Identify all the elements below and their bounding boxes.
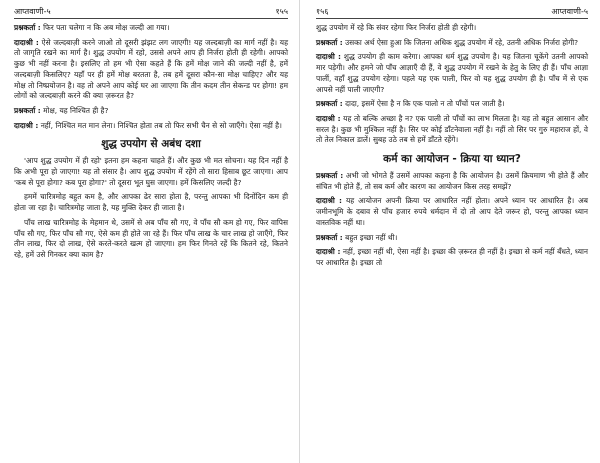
speaker-label: दादाश्री : [316,52,341,62]
left-page-number: १५५ [275,7,288,16]
para-text: नहीं, निश्चित मत मान लेना। निश्चित होता तब तो फिर सभी चैन से सो जाएँगे। ऐसा नहीं है। [38,120,282,130]
para-text: दादा, इसमें ऐसा है न कि एक पालो न तो पाँचों पल जाती है। [342,99,505,109]
para-text: बहुत इच्छा नहीं थी। [342,232,398,242]
left-page-header [14,6,288,19]
speaker-label: प्रश्नकर्ता : [316,171,344,181]
right-para-5 [316,114,588,146]
para-text: यह आयोजन अपनी क्रिया पर आधारित नहीं होता। अपने ध्यान पर आधारित है। अब जमीनभूमि के दबाव से पाँच हजार रुपये धर्मदान में दो तो आप देते जरूर हो, परन्तु आपका ध्यान वास्तविक नहीं था। [316,196,588,227]
right-para-1 [316,23,588,34]
left-para-1 [14,23,288,34]
para-text: ऐसे जल्दबाज़ी करने जाओ तो दूसरी झंझट लग जाएगी! यह जल्दबाज़ी का मार्ग नहीं है। यह तो जागृति रखने का मार्ग है। शुद्ध उपयोग में रहो, उससे अपने आप ही निर्जरा होती ही रहेगी। आपको कुछ भी नहीं करना है। इसलिए तो हम भी ऐसा कहते हैं कि हमें मोक्ष जाने की जल्दी नहीं है, हमें जल्दबाज़ी किसलिए? यहाँ पर ही हमें मोक्ष बरतता है, तब हमें दूसरा कौन-सा मोक्ष चाहिए? और यह मोक्ष तो निष्प्रयोजन है। वह तो अपने आप कोई घर आ जाएगा कि तीन कदम तीन सेकन्ड पर होगा! हम लोगों को जल्दबाज़ी करने की क्या ज़रूरत है? [14,37,288,101]
left-body-para-1: 'आप शुद्ध उपयोग में ही रहो' इतना हम कहना चाहते हैं। और कुछ भी मत सोचना। यह दिन नहीं है कि अभी पूरा हो जाएगा! यह तो संसार है। आप शुद्ध उपयोग में रहेंगे तो सारा हिसाब छूट जाएगा। आप 'कब से पूरा होगा? कब पूरा होगा?' तो दूसरा भूत घुस जाएगा। हमें किसलिए जल्दी है? [14,156,288,187]
left-para-2 [14,38,288,102]
para-text: नहीं, इच्छा नहीं थी, ऐसा नहीं है। इच्छा की ज़रूरत ही नहीं है। इच्छा से कर्म नहीं बँधते, ध्यान पर आधारित है। इच्छा तो [316,247,588,267]
page-gutter [299,0,300,463]
speaker-label: प्रश्नकर्ता : [14,105,41,115]
right-para-2 [316,38,588,49]
speaker-label: दादाश्री : [14,37,39,47]
left-section-title: शुद्ध उपयोग से अबंध दशा [101,138,201,151]
speaker-label: दादाश्री : [316,247,341,257]
right-page [300,0,600,463]
speaker-label: प्रश्नकर्ता : [316,99,343,109]
left-para-3 [14,106,288,117]
right-para-4 [316,99,588,110]
right-para-7 [316,196,588,228]
right-section-title: कर्म का आयोजन - क्रिया या ध्यान? [383,153,521,166]
right-para-6 [316,171,588,192]
right-para-8 [316,233,588,244]
right-page-number: १५६ [316,7,329,16]
left-para-4 [14,121,288,132]
left-body-para-3: पाँच लाख चारित्रमोह के मेहमान थे, उसमें से अब पाँच सौ गए, वे पाँच सौ कम हो गए, फिर वापिस पाँच सौ गए, फिर पाँच सौ गए, ऐसे कम ही होते जा रहे हैं। फिर पाँच लाख के चार लाख हो जाएँगे, फिर तीन लाख, फिर दो लाख, ऐसे करते-करते खत्म हो जाएगा। हम फिर गिनते रहें कि कितने रहे, कितने रहे, हमें उसे गिनकर क्या काम है? [14,217,288,259]
right-page-header [316,6,588,19]
speaker-label: प्रश्नकर्ता : [14,23,41,32]
para-text: शुद्ध उपयोग में रहे कि संवर रहेगा फिर निर्जरा होती ही रहेगी। [316,23,477,32]
para-text: अभी जो भोगते हैं उसमें आपका कहना है कि आयोजन है। उसमें क्रियमाण भी होते हैं और संचित भी होते हैं, तो सब कर्म और कारण का आयोजन किस तरह समझें? [316,171,588,191]
left-body-para-2: हममें चारित्रमोह बहुत कम है, और आपका ढेर सारा होता है, परन्तु आपका भी दिनोंदिन कम ही होता जा रहा है। चारित्रमोह जाता है, यह मुक्ति देकर ही जाता है। [14,192,288,213]
speaker-label: दादाश्री : [316,196,342,206]
para-text: शुद्ध उपयोग ही काम करेगा। आपका धर्म शुद्ध उपयोग है। यह जितना चूकेंगे उतनी आपको मार पड़ेगी। और हमने जो पाँच आज्ञाएँ दी हैं, वे शुद्ध उपयोग में रखने के हेतु के लिए ही हैं। पाँच आज्ञा पालीं, वहाँ शुद्ध उपयोग रहेगा। पहले यह एक पाली, फिर वो यह शुद्ध उपयोग ही है। पाँच में से एक आपसे नहीं पाली जाएगी? [316,52,589,94]
para-text: मोक्ष, यह निश्चित ही है? [40,105,109,115]
para-text: यह तो बल्कि अच्छा है न? एक पाली तो पाँचों का लाभ मिलता है। यह तो बहुत आसान और सरल है। कुछ भी मुश्किल नहीं है। सिर पर कोई डाँटनेवाला नहीं है। नहीं तो सिर पर गुरु महाराज हों, वे तो तेल निकाल डालें। सुबह उठे तब से हमें डाँटते रहेंगे। [316,113,588,145]
left-running-title: आप्तवाणी-५ [14,7,51,16]
speaker-label: दादाश्री : [14,120,39,130]
right-para-9 [316,247,588,268]
speaker-label: प्रश्नकर्ता : [316,232,343,242]
speaker-label: दादाश्री : [316,113,341,123]
right-para-3 [316,52,588,95]
right-running-title: आप्तवाणी-५ [551,7,588,16]
para-text: फिर पता चलेगा न कि अब मोक्ष जल्दी आ गया। [40,23,170,32]
para-text: उसका अर्थ ऐसा हुआ कि जितना अधिक शुद्ध उपयोग में रहे, उतनी अधिक निर्जरा होगी? [342,37,579,47]
speaker-label: प्रश्नकर्ता : [316,37,343,47]
